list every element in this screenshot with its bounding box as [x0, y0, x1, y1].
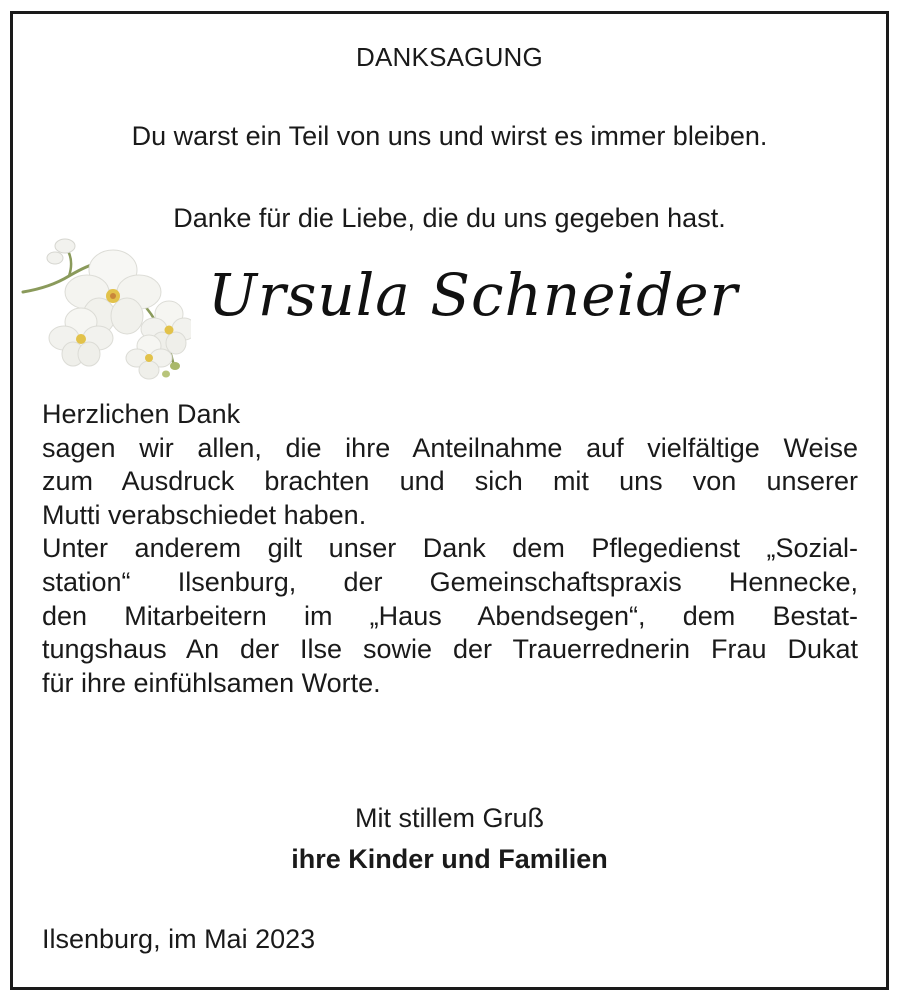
closing-signature: ihre Kinder und Familien: [291, 844, 608, 874]
paragraph-2-line-4: tungshaus An der Ilse sowie der Trauerrednerin Frau Dukat: [42, 634, 858, 665]
greeting: Herzlichen Dank: [42, 399, 241, 429]
notice-heading: DANKSAGUNG: [356, 42, 543, 72]
place-date: Ilsenburg, im Mai 2023: [42, 924, 316, 954]
deceased-name: Ursula Schneider: [208, 261, 739, 329]
closing-greeting: Mit stillem Gruß: [355, 803, 544, 833]
paragraph-1-line-2: zum Ausdruck brachten und sich mit uns von unserer: [42, 466, 858, 497]
quote-line-1: Du warst ein Teil von uns und wirst es immer bleiben.: [131, 121, 768, 151]
notice-frame: [10, 11, 889, 990]
paragraph-1-line-3: Mutti verabschiedet haben.: [42, 499, 367, 530]
paragraph-1-line-1: sagen wir allen, die ihre Anteilnahme auf vielfältige Weise: [42, 432, 858, 463]
white-orchid-icon: [21, 234, 191, 384]
paragraph-2-line-1: Unter anderem gilt unser Dank dem Pflegedienst „Sozial-: [42, 533, 858, 564]
thanks-body: [42, 398, 858, 700]
quote-line-2: Danke für die Liebe, die du uns gegeben hast.: [173, 203, 726, 233]
paragraph-2-line-5: für ihre einfühlsamen Worte.: [42, 667, 381, 698]
paragraph-2-line-3: den Mitarbeitern im „Haus Abendsegen“, dem Bestat-: [42, 600, 858, 631]
paragraph-2-line-2: station“ Ilsenburg, der Gemeinschaftspraxis Hennecke,: [42, 566, 858, 597]
